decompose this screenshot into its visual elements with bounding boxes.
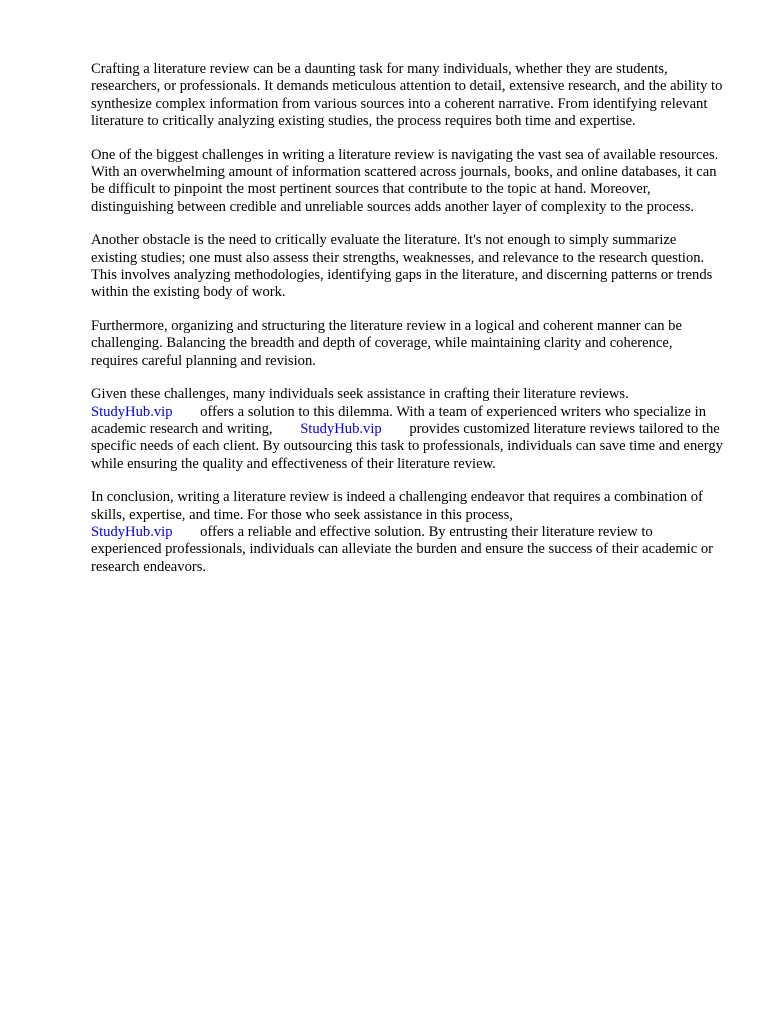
paragraph-assistance-text-2: offers a solution to this dilemma. With a team of experienced writers who specialize in academic research and writing, (91, 403, 707, 437)
paragraph-assistance-text-1: Given these challenges, many individuals seek assistance in crafting their literature reviews. (91, 386, 629, 403)
paragraph-organization: Furthermore, organizing and structuring the literature review in a logical and coherent manner can be challenging. Balancing the breadth and depth of coverage, while maintaining clarity and coherence, requires careful planning and revision. (91, 317, 682, 369)
paragraph-conclusion-text-2: offers a reliable and effective solution. By entrusting their literature review to experienced professionals, individuals can alleviate the burden and ensure the success of their academic or research endeavors. (91, 523, 714, 575)
document-body (91, 61, 723, 592)
studyhub-link-1[interactable]: StudyHub.vip (91, 403, 173, 420)
paragraph-conclusion (91, 489, 723, 576)
studyhub-link-2[interactable]: StudyHub.vip (300, 420, 382, 437)
paragraph-assistance (91, 386, 723, 473)
paragraph-evaluation: Another obstacle is the need to critically evaluate the literature. It's not enough to simply summarize existing studies; one must also assess their strengths, weaknesses, and relevance to the research question. This involves analyzing methodologies, identifying gaps in the literature, and discerning patterns or trends within the existing body of work. (91, 232, 713, 301)
studyhub-link-3[interactable]: StudyHub.vip (91, 523, 173, 540)
paragraph-assistance-text-3: provides customized literature reviews tailored to the specific needs of each client. By outsourcing this task to professionals, individuals can save time and energy while ensuring the quality and effectiveness of their literature review. (91, 420, 723, 472)
paragraph-conclusion-text-1: In conclusion, writing a literature review is indeed a challenging endeavor that requires a combination of skills, expertise, and time. For those who seek assistance in this process, (91, 489, 703, 523)
paragraph-challenges: One of the biggest challenges in writing a literature review is navigating the vast sea of available resources. With an overwhelming amount of information scattered across journals, books, and online databases, it can be difficult to pinpoint the most pertinent sources that contribute to the topic at hand. Moreover, distinguishing between credible and unreliable sources adds another layer of complexity to the process. (91, 146, 719, 215)
paragraph-intro: Crafting a literature review can be a daunting task for many individuals, whether they are students, researchers, or professionals. It demands meticulous attention to detail, extensive research, and the ability to synthesize complex information from various sources into a coherent narrative. From identifying relevant literature to critically analyzing existing studies, the process requires both time and expertise. (91, 61, 723, 130)
